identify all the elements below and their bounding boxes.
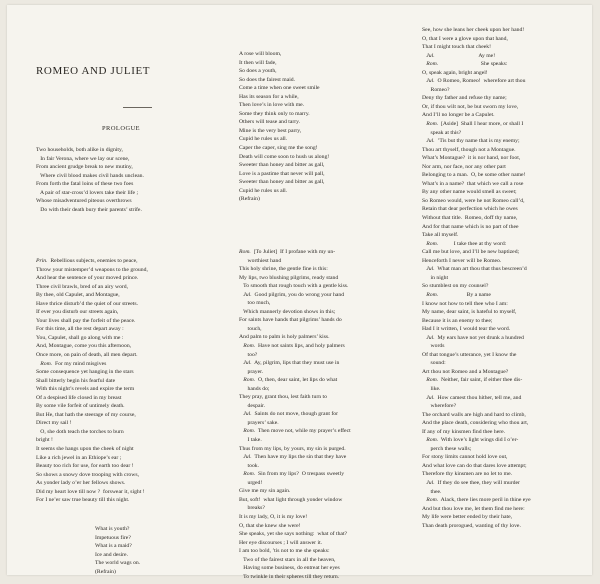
text-line: Direct my sail ! <box>36 420 72 427</box>
text-line: Once more, on pain of death, all men depart. <box>36 352 138 359</box>
prologue-verse <box>36 146 206 216</box>
text-line: touch, <box>239 325 262 332</box>
text-line: What’s Montague? it is nor hand, nor foot, <box>422 155 521 162</box>
text-line: Caper the caper, sing me the song! <box>239 145 318 152</box>
text-line: And for that name which is no part of thee <box>422 223 519 230</box>
text-line: My lips, two blushing pilgrims, ready stand <box>239 274 339 281</box>
text-line: (Refrain) <box>239 196 260 203</box>
text-line: In fair Verona, where we lay our scene, <box>36 155 130 162</box>
text-line: So stumblest on my counsel? <box>422 283 489 290</box>
text-line: speak at this? <box>422 129 462 136</box>
text-line: Some they think only to marry. <box>239 110 310 117</box>
text-line: Take all myself. <box>422 232 459 239</box>
text-line: Did my heart love till now ? forswear it, sight ! <box>36 488 145 495</box>
text-line: The world wags on. <box>95 560 141 567</box>
text-line: Like a rich jewel in an Ethiope’s ear ; <box>36 454 122 461</box>
text-line: Jul. What man art thou that thus bescreen’d <box>426 266 527 273</box>
text-line: And, Montague, come you this afternoon, <box>36 343 132 350</box>
text-line: Rom. [To Juliet] If I profane with my un- <box>239 249 336 255</box>
text-line: Nor arm, nor face, nor any other part <box>422 163 506 170</box>
text-line: Call me but love, and I’ll be new baptized; <box>422 249 520 256</box>
text-line: To twinkle in their spheres till they return. <box>239 573 340 580</box>
text-line: Impetuous fire? <box>95 534 131 541</box>
text-line: Jul. Good pilgrim, you do wrong your hand <box>243 291 345 298</box>
text-line: From forth the fatal loins of these two foes <box>36 181 134 188</box>
text-line: thee. <box>422 488 442 495</box>
text-line: Rom. O, then, dear saint, let lips do what <box>243 377 338 384</box>
text-line: Rom. By a name <box>426 291 491 298</box>
text-line: Therefore thy kinsmen are no let to me. <box>422 471 513 478</box>
text-line: Cupid he rules us all. <box>239 187 288 194</box>
text-line: Has its season for a while, <box>239 93 299 100</box>
text-line: By some vile forfeit of untimely death. <box>36 403 125 410</box>
text-line: Your lives shall pay the forfeit of the peace. <box>36 317 136 324</box>
text-line: Three civil brawls, bred of an airy word, <box>36 283 129 290</box>
text-line: wherefore? <box>422 403 457 410</box>
text-line: Rom. She speaks: <box>426 61 508 68</box>
text-line: Sweeter than honey and bitter as gall, <box>239 179 325 186</box>
text-line: O, speak again, bright angel! <box>422 69 488 76</box>
text-line: bright ! <box>36 437 53 444</box>
text-line: (Refrain) <box>95 568 116 575</box>
text-line: Others will tease and tarry. <box>239 119 301 126</box>
text-line: prayer. <box>239 368 264 375</box>
text-line: prayers’ sake. <box>239 419 279 426</box>
text-line: So Romeo would, were he not Romeo call’d, <box>422 197 525 204</box>
text-line: Jul. Saints do not move, though grant for <box>243 411 339 418</box>
text-line: Thus from my lips, by yours, my sin is purged. <box>239 445 346 452</box>
youth-song <box>95 525 205 577</box>
text-line: Beauty too rich for use, for earth too dear ! <box>36 463 134 470</box>
text-line: despair. <box>239 402 266 409</box>
text-line: Rom. [Aside] Shall I hear more, or shall I <box>426 121 524 128</box>
text-line: Rom. Have not saints lips, and holy palmers <box>243 343 345 350</box>
balcony-scene-dialogue <box>422 26 587 546</box>
text-line: By thee, old Capulet, and Montague, <box>36 292 120 299</box>
text-line: They pray, grant thou, lest faith turn to <box>239 394 327 401</box>
text-line: Shall bitterly begin his fearful date <box>36 377 116 384</box>
text-line: I know not how to tell thee who I am: <box>422 300 508 307</box>
text-line: Cupid he rules us all. <box>239 136 288 143</box>
text-line: O, she doth teach the torches to burn <box>36 428 124 435</box>
text-line: Of that tongue’s utterance, yet I know the <box>422 351 517 358</box>
text-line: What’s in a name? that which we call a rose <box>422 180 524 187</box>
text-line: Without that title. Romeo, doff thy name, <box>422 215 518 222</box>
text-line: sound: <box>422 360 446 367</box>
text-line: So does the fairest maid. <box>239 76 296 83</box>
text-line: Some consequence yet hanging in the stars <box>36 369 134 376</box>
text-line: Having some business, do entreat her eyes <box>239 565 340 572</box>
text-line: As yonder lady o’er her fellows shows. <box>36 480 126 487</box>
text-line: So shows a snowy dove trooping with crows, <box>36 471 140 478</box>
text-line: My life were better ended by their hate, <box>422 514 513 521</box>
text-line: Jul. Ay me! <box>426 52 496 59</box>
text-line: breaks? <box>239 505 265 512</box>
text-line: So does a youth, <box>239 68 277 75</box>
text-line: I am too bold, ’tis not to me she speaks: <box>239 548 330 555</box>
text-line: Henceforth I never will be Romeo. <box>422 257 502 264</box>
text-line: She speaks, yet she says nothing: what of that? <box>239 531 348 538</box>
text-line: Love is a pastime that never will pall, <box>239 170 325 177</box>
text-line: And palm to palm is holy palmers’ kiss. <box>239 334 330 341</box>
text-line: Rom. Sin from my lips? O trespass sweetly <box>243 471 345 478</box>
text-line: Jul. O Romeo, Romeo! wherefore art thou <box>426 78 526 85</box>
text-line: Jul. If they do see thee, they will murder <box>426 479 520 486</box>
text-line: O, that I were a glove upon that hand, <box>422 35 508 42</box>
text-line: Romeo? <box>422 86 450 93</box>
text-line: For this time, all the rest depart away : <box>36 326 124 333</box>
text-line: A rose will bloom, <box>239 51 282 57</box>
text-line: Death will come soon to hush us along! <box>239 153 330 160</box>
text-line: Art thou not Romeo and a Montague? <box>422 368 509 375</box>
text-line: Two households, both alike in dignity, <box>36 147 123 153</box>
text-line: A pair of star-cross’d lovers take their life ; <box>36 189 139 196</box>
text-line: I take. <box>239 437 262 444</box>
text-line: Where civil blood makes civil hands unclean. <box>36 172 144 179</box>
text-line: For saints have hands that pilgrims’ hands do <box>239 317 342 324</box>
text-line: Jul. How camest thou hither, tell me, and <box>426 394 522 401</box>
text-line: Or, if thou wilt not, be but sworn my love, <box>422 103 519 110</box>
text-line: Jul. My ears have not yet drunk a hundred <box>426 334 524 341</box>
page-title: ROMEO AND JULIET <box>36 65 151 77</box>
text-line: Than death prorogued, wanting of thy love. <box>422 522 521 529</box>
title-divider <box>123 107 152 108</box>
text-line: Do with their death bury their parents’ strife. <box>36 206 142 213</box>
text-line: If any of my kinsmen find thee here. <box>422 428 506 435</box>
text-line: The orchard walls are high and hard to climb, <box>422 411 526 418</box>
text-line: too? <box>239 351 258 358</box>
text-line: Thou art thyself, though not a Montague. <box>422 146 516 153</box>
text-line: See, how she leans her cheek upon her hand! <box>422 27 525 33</box>
text-line: Rom. Alack, there lies more peril in thine eye <box>426 497 531 504</box>
text-line: Two of the fairest stars in all the heaven, <box>239 556 336 563</box>
text-line: Which mannerly devotion shows in this; <box>239 308 336 315</box>
text-line: You, Capulet, shall go along with me : <box>36 334 124 341</box>
text-line: took. <box>239 462 260 469</box>
text-line: It then will fade, <box>239 59 277 66</box>
text-line: That I might touch that cheek! <box>422 44 492 51</box>
rose-song <box>239 50 389 206</box>
prologue-heading: PROLOGUE <box>102 125 141 132</box>
text-line: From ancient grudge break to new mutiny, <box>36 164 133 171</box>
text-line: O, that she knew she were! <box>239 522 301 529</box>
text-line: But He, that hath the steerage of my course, <box>36 411 136 418</box>
text-line: What is a maid? <box>95 543 132 550</box>
text-line: hands do; <box>239 385 270 392</box>
text-line: Rom. I take thee at thy word: <box>426 240 507 247</box>
prince-and-romeo-speeches <box>36 257 206 507</box>
text-line: Whose misadventured piteous overthrows <box>36 198 132 205</box>
text-line: By any other name would smell as sweet; <box>422 189 517 196</box>
text-line: too much, <box>239 300 271 307</box>
text-line: Because it is an enemy to thee; <box>422 317 493 324</box>
text-line: If ever you disturb our streets again, <box>36 309 119 316</box>
text-line: Had I it written, I would tear the word. <box>422 326 511 333</box>
text-line: Prin. Rebellious subjects, enemies to peace, <box>36 258 138 264</box>
text-line: Retain that dear perfection which he owes <box>422 206 518 213</box>
text-line: For I ne’er saw true beauty till this night. <box>36 497 130 504</box>
text-line: perch these walls; <box>422 445 472 452</box>
text-line: This holy shrine, the gentle fine is this: <box>239 266 328 273</box>
text-line: And I’ll no longer be a Capulet. <box>422 112 495 119</box>
text-line: Rom. For my mind misgives <box>40 360 107 367</box>
text-line: For stony limits cannot hold love out, <box>422 454 508 461</box>
text-line: Jul. Ay, pilgrim, lips that they must use in <box>243 360 340 367</box>
text-line: Then love’s in love with me. <box>239 102 305 109</box>
text-line: Deny thy father and refuse thy name; <box>422 95 507 102</box>
text-line: It is my lady, O, it is my love! <box>239 513 308 520</box>
text-line: My name, dear saint, is hateful to myself, <box>422 309 517 316</box>
text-line: Rom. Neither, fair saint, if either thee dis- <box>426 377 523 384</box>
text-line: And the place death, considering who thou art, <box>422 420 529 427</box>
text-line: And but thou love me, let them find me here: <box>422 505 525 512</box>
text-line: like. <box>422 385 441 392</box>
text-line: And hear the sentence of your moved prince. <box>36 275 139 282</box>
pilgrim-sonnet-dialogue <box>239 248 404 584</box>
text-line: It seems she hangs upon the cheek of night <box>36 446 134 453</box>
text-line: Jul. ’Tis but thy name that is my enemy; <box>426 138 520 145</box>
booklet-page <box>7 5 592 580</box>
text-line: in night <box>422 274 449 281</box>
text-line: To smooth that rough touch with a gentle kiss. <box>239 283 349 290</box>
text-line: Mine is the very best parry, <box>239 127 302 134</box>
text-line: With this night’s revels and expire the term <box>36 386 135 393</box>
text-line: urged! <box>239 479 263 486</box>
text-line: Rom. Then move not, while my prayer’s effect <box>243 428 351 435</box>
text-line: words <box>422 343 445 350</box>
text-line: Rom. With love’s light wings did I o’er- <box>426 437 519 444</box>
text-line: Of a despised life closed in my breast <box>36 394 122 401</box>
text-line: But, soft! what light through yonder window <box>239 496 343 503</box>
text-line: Have thrice disturb’d the quiet of our streets. <box>36 300 139 307</box>
text-line: worthiest hand <box>239 257 282 264</box>
text-line: Ice and desire. <box>95 551 129 558</box>
text-line: Give me my sin again. <box>239 488 291 495</box>
text-line: Sweeter than honey and bitter as gall, <box>239 162 325 169</box>
text-line: And what love can do that dares love attempt; <box>422 462 527 469</box>
text-line: Her eye discourses ; I will answer it. <box>239 539 323 546</box>
text-line: Throw your mistemper’d weapons to the ground, <box>36 266 148 273</box>
text-line: Come a time when one sweet smile <box>239 85 320 92</box>
text-line: Belonging to a man. O, be some other name! <box>422 172 526 179</box>
text-line: What is youth? <box>95 526 130 532</box>
text-line: Jul. Then have my lips the sin that they have <box>243 454 347 461</box>
